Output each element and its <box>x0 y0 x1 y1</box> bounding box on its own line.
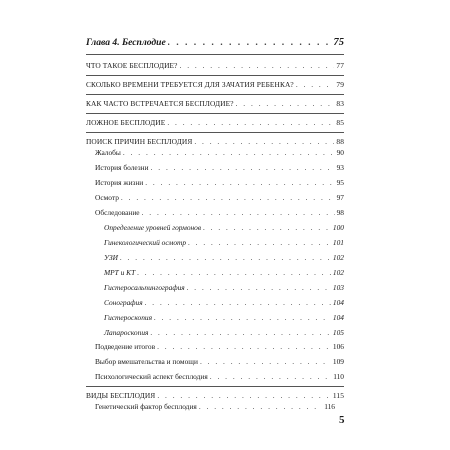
toc-leader <box>154 313 331 323</box>
toc-entry-types[interactable] <box>86 391 344 401</box>
toc-leader <box>137 268 331 278</box>
toc-entry-page: 102 <box>332 253 344 262</box>
toc-entry-page: 110 <box>333 372 344 381</box>
toc-entry-page: 95 <box>336 178 344 187</box>
toc-entry-page: 105 <box>332 328 344 337</box>
toc-entry-hysteroscopy[interactable] <box>104 313 344 323</box>
toc-entry-sonography[interactable] <box>104 298 344 308</box>
toc-entry-search-causes[interactable] <box>86 137 344 147</box>
toc-entry-medical-history[interactable] <box>95 163 344 173</box>
toc-leader <box>157 391 331 401</box>
toc-leader <box>194 137 334 147</box>
toc-entry-page: 98 <box>336 208 344 217</box>
toc-entry-label: Обследование <box>95 208 140 217</box>
toc-entry-what-is-infertility[interactable] <box>86 61 344 71</box>
toc-leader <box>151 163 335 173</box>
toc-entry-intervention-choice[interactable] <box>95 357 344 367</box>
toc-entry-genetic-factor[interactable] <box>95 402 335 412</box>
toc-leader <box>167 118 334 128</box>
toc-entry-page: 83 <box>336 99 344 108</box>
toc-entry-laparoscopy[interactable] <box>104 328 344 338</box>
section-divider <box>86 54 344 55</box>
toc-entry-label: Определение уровней гормонов <box>104 223 202 232</box>
toc-leader <box>123 148 335 158</box>
toc-entry-label: Подведение итогов <box>95 342 156 351</box>
toc-entry-label: УЗИ <box>104 253 118 262</box>
toc-entry-label: Жалобы <box>95 148 121 157</box>
toc-entry-label: ЧТО ТАКОЕ БЕСПЛОДИЕ? <box>86 61 178 70</box>
toc-entry-psychological-aspect[interactable] <box>95 372 344 382</box>
toc-entry-frequency[interactable] <box>86 99 344 109</box>
toc-entry-page: 109 <box>332 357 344 366</box>
toc-entry-investigation[interactable] <box>95 208 344 218</box>
toc-entry-label: ЛОЖНОЕ БЕСПЛОДИЕ <box>86 118 166 127</box>
toc-entry-summary[interactable] <box>95 342 344 352</box>
toc-leader <box>145 178 334 188</box>
toc-entry-page: 77 <box>336 61 344 70</box>
toc-leader <box>180 61 335 71</box>
toc-leader <box>188 238 331 248</box>
toc-entry-page: 103 <box>332 283 344 292</box>
toc-entry-label: Гистеросальпингография <box>104 283 185 292</box>
toc-entry-label: Психологический аспект бесплодия <box>95 372 208 381</box>
toc-entry-complaints[interactable] <box>95 148 344 158</box>
toc-chapter-heading[interactable] <box>86 38 344 48</box>
toc-entry-label: История жизни <box>95 178 144 187</box>
toc-entry-page: 79 <box>336 80 344 89</box>
toc-entry-page: 102 <box>332 268 344 277</box>
page-number: 5 <box>339 414 345 426</box>
toc-entry-label: Выбор вмешательства и помощи <box>95 357 198 366</box>
toc-entry-label: КАК ЧАСТО ВСТРЕЧАЕТСЯ БЕСПЛОДИЕ? <box>86 99 234 108</box>
toc-entry-life-history[interactable] <box>95 178 344 188</box>
toc-leader <box>199 402 322 412</box>
toc-entry-gynecological-exam[interactable] <box>104 238 344 248</box>
toc-entry-page: 93 <box>336 163 344 172</box>
toc-entry-hysterosalpingography[interactable] <box>104 283 344 293</box>
toc-entry-ultrasound[interactable] <box>104 253 344 263</box>
toc-leader <box>142 208 335 218</box>
toc-leader <box>296 80 335 90</box>
toc-entry-label: История болезни <box>95 163 149 172</box>
toc-entry-page: 116 <box>324 402 335 411</box>
toc-leader <box>210 372 331 382</box>
toc-entry-label: Лапароскопия <box>104 328 149 337</box>
toc-entry-label: СКОЛЬКО ВРЕМЕНИ ТРЕБУЕТСЯ ДЛЯ ЗАЧАТИЯ РЕБЕНКА? <box>86 80 294 89</box>
toc-entry-label: ПОИСК ПРИЧИН БЕСПЛОДИЯ <box>86 137 193 146</box>
toc-entry-page: 85 <box>336 118 344 127</box>
toc-leader <box>150 328 330 338</box>
toc-entry-page: 104 <box>332 298 344 307</box>
toc-leader <box>168 38 332 48</box>
toc-entry-false-infertility[interactable] <box>86 118 344 128</box>
toc-leader <box>236 99 335 109</box>
toc-leader <box>200 357 331 367</box>
toc-entry-page: 115 <box>332 391 344 400</box>
section-divider <box>86 386 344 387</box>
toc-entry-conception-time[interactable] <box>86 80 344 90</box>
toc-leader <box>187 283 331 293</box>
toc-entry-page: 97 <box>336 193 344 202</box>
toc-entry-page: 104 <box>332 313 344 322</box>
toc-entry-label: ВИДЫ БЕСПЛОДИЯ <box>86 391 156 400</box>
toc-entry-label: Осмотр <box>95 193 119 202</box>
toc-entry-label: Гинекологический осмотр <box>104 238 187 247</box>
toc-chapter-title: Глава 4. Бесплодие <box>86 37 166 48</box>
toc-leader <box>203 223 331 233</box>
toc-entry-page: 106 <box>332 342 344 351</box>
toc-entry-label: Сонография <box>104 298 143 307</box>
toc-entry-examination[interactable] <box>95 193 344 203</box>
toc-entry-mri-ct[interactable] <box>104 268 344 278</box>
toc-leader <box>145 298 331 308</box>
toc-chapter-page: 75 <box>333 37 344 48</box>
toc-entry-hormone-levels[interactable] <box>104 223 344 233</box>
toc-entry-page: 88 <box>336 137 344 146</box>
toc-leader <box>120 253 331 263</box>
section-divider <box>86 75 344 76</box>
toc-entry-label: МРТ и КТ <box>104 268 136 277</box>
toc-entry-label: Гистероскопия <box>104 313 153 322</box>
toc-entry-page: 90 <box>336 148 344 157</box>
section-divider <box>86 113 344 114</box>
section-divider <box>86 132 344 133</box>
toc-entry-page: 100 <box>332 223 344 232</box>
section-divider <box>86 94 344 95</box>
toc-leader <box>121 193 335 203</box>
toc-leader <box>157 342 331 352</box>
toc-entry-page: 101 <box>332 238 344 247</box>
toc-entry-label: Генетический фактор бесплодия <box>95 402 197 411</box>
